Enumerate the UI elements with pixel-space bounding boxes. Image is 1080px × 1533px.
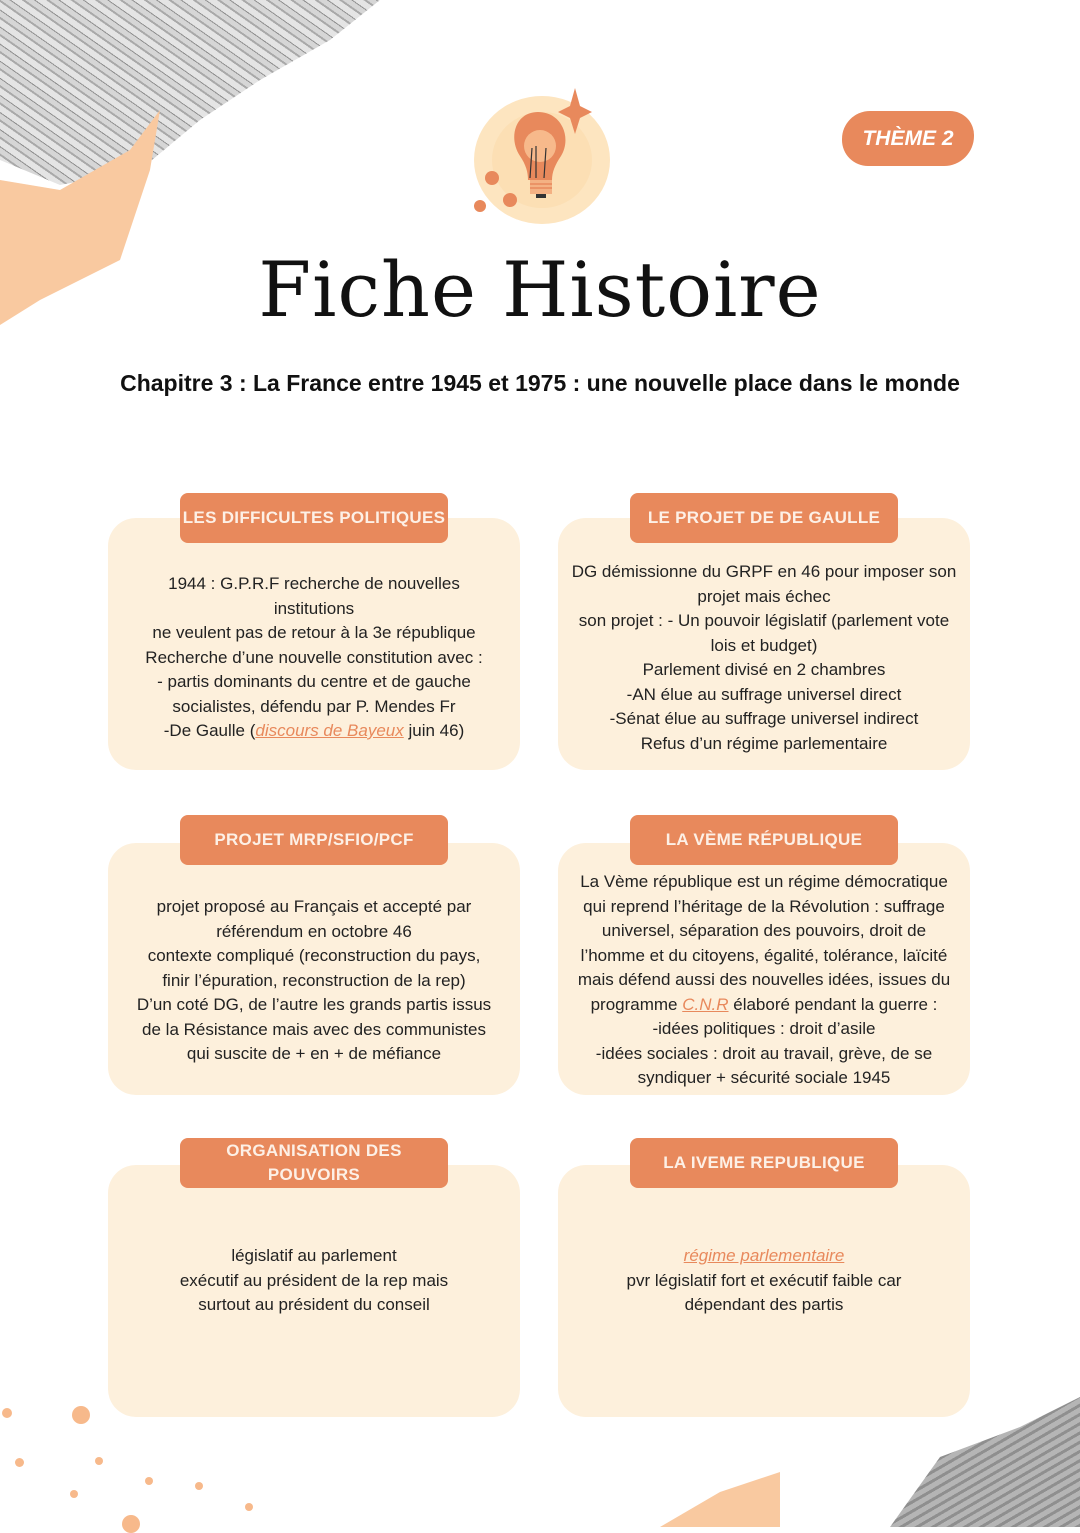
card-text-line bbox=[108, 719, 520, 744]
card-body bbox=[108, 1244, 520, 1318]
card-text-line: D’un coté DG, de l’autre les grands partis issus bbox=[136, 995, 492, 1014]
card-text-line: -Sénat élue au suffrage universel indirect bbox=[609, 709, 919, 728]
dot-decoration bbox=[245, 1503, 253, 1511]
card-header-organisation-pouvoirs: ORGANISATION DES POUVOIRS bbox=[180, 1138, 448, 1188]
card-text-line: l’homme et du citoyens, égalité, tolérance, laïcité bbox=[580, 945, 948, 965]
card-text-line: socialistes, défendu par P. Mendes Fr bbox=[172, 696, 456, 716]
card-text-line: institutions bbox=[273, 598, 355, 618]
text-segment: juin 46) bbox=[403, 721, 465, 740]
card-text-line: son projet : - Un pouvoir législatif (parlement vote bbox=[578, 611, 950, 630]
dot-decoration bbox=[70, 1490, 78, 1498]
card-link[interactable]: C.N.R bbox=[682, 994, 729, 1014]
card-text-line: universel, séparation des pouvoirs, droit de bbox=[601, 921, 927, 940]
card-text-line: -AN élue au suffrage universel direct bbox=[626, 684, 902, 704]
card-text-line: lois et budget) bbox=[710, 635, 818, 655]
card-text-line: mais défend aussi des nouvelles idées, issues du bbox=[577, 970, 951, 989]
card-header-difficultes-politiques: LES DIFFICULTES POLITIQUES bbox=[180, 493, 448, 543]
card-link[interactable]: discours de Bayeux bbox=[255, 721, 404, 740]
card-text-line: -idées politiques : droit d’asile bbox=[652, 1019, 876, 1038]
card-header-iveme-republique: LA IVEME REPUBLIQUE bbox=[630, 1138, 898, 1188]
card-text-line: exécutif au président de la rep mais bbox=[179, 1270, 449, 1290]
dot-decoration bbox=[95, 1457, 103, 1465]
chapter-subtitle: Chapitre 3 : La France entre 1945 et 1975 : une nouvelle place dans le monde bbox=[120, 370, 960, 396]
card-body bbox=[558, 1244, 970, 1318]
map-decoration bbox=[0, 0, 380, 190]
card-text-line bbox=[558, 993, 970, 1018]
card-text-line: Recherche d’une nouvelle constitution avec : bbox=[145, 647, 483, 667]
card-text-line: DG démissionne du GRPF en 46 pour imposer son bbox=[571, 562, 957, 581]
card-header-veme-republique: LA VÈME RÉPUBLIQUE bbox=[630, 815, 898, 865]
card-body bbox=[108, 895, 520, 1067]
card-text-line: contexte compliqué (reconstruction du pays, bbox=[147, 946, 481, 965]
card-text-line: de la Résistance mais avec des communistes bbox=[142, 1019, 486, 1039]
card-text-line: syndiquer + sécurité sociale 1945 bbox=[637, 1068, 891, 1087]
card-text-line: La Vème république est un régime démocratique bbox=[580, 872, 948, 891]
card-text-line: ne veulent pas de retour à la 3e république bbox=[152, 623, 476, 642]
card-text-line: qui reprend l’héritage de la Révolution : suffrage bbox=[583, 896, 945, 916]
card-text-line: législatif au parlement bbox=[231, 1246, 397, 1265]
dot-decoration bbox=[122, 1515, 140, 1533]
dot-decoration bbox=[195, 1482, 203, 1490]
card-text-line: Refus d’un régime parlementaire bbox=[640, 733, 888, 753]
card-text-line: 1944 : G.P.R.F recherche de nouvelles bbox=[168, 574, 460, 593]
text-segment: programme bbox=[590, 994, 683, 1014]
dot-decoration bbox=[2, 1408, 12, 1418]
card-text-line: qui suscite de + en + de méfiance bbox=[186, 1044, 442, 1063]
theme-badge: THÈME 2 bbox=[842, 111, 974, 166]
card-link[interactable]: régime parlementaire bbox=[683, 1246, 845, 1265]
card-text-line: surtout au président du conseil bbox=[198, 1295, 430, 1314]
card-header-projet-de-gaulle: LE PROJET DE DE GAULLE bbox=[630, 493, 898, 543]
card-text-line: -idées sociales : droit au travail, grève, de se bbox=[595, 1043, 933, 1063]
text-segment: -De Gaulle ( bbox=[163, 721, 256, 740]
card-text-line: référendum en octobre 46 bbox=[216, 921, 412, 941]
dot-decoration bbox=[72, 1406, 90, 1424]
card-text-line: projet proposé au Français et accepté par bbox=[156, 897, 472, 916]
dot-decoration bbox=[145, 1477, 153, 1485]
card-text-line: finir l’épuration, reconstruction de la rep) bbox=[162, 970, 466, 990]
dot-decoration bbox=[15, 1458, 24, 1467]
card-body bbox=[558, 560, 970, 756]
card-text-line: pvr législatif fort et exécutif faible car bbox=[626, 1270, 902, 1290]
lightbulb-icon bbox=[470, 88, 610, 226]
card-text-line: dépendant des partis bbox=[684, 1295, 844, 1314]
peach-brush-decoration bbox=[660, 1472, 780, 1527]
card-header-projet-mrp-sfio-pcf: PROJET MRP/SFIO/PCF bbox=[180, 815, 448, 865]
page-title: Fiche Histoire bbox=[258, 245, 822, 334]
card-body bbox=[108, 572, 520, 744]
card-text-line: Parlement divisé en 2 chambres bbox=[642, 660, 886, 679]
card-text-line: projet mais échec bbox=[697, 586, 831, 606]
text-segment: élaboré pendant la guerre : bbox=[728, 994, 938, 1014]
card-text-line: - partis dominants du centre et de gauche bbox=[157, 672, 471, 691]
card-body bbox=[558, 870, 970, 1091]
